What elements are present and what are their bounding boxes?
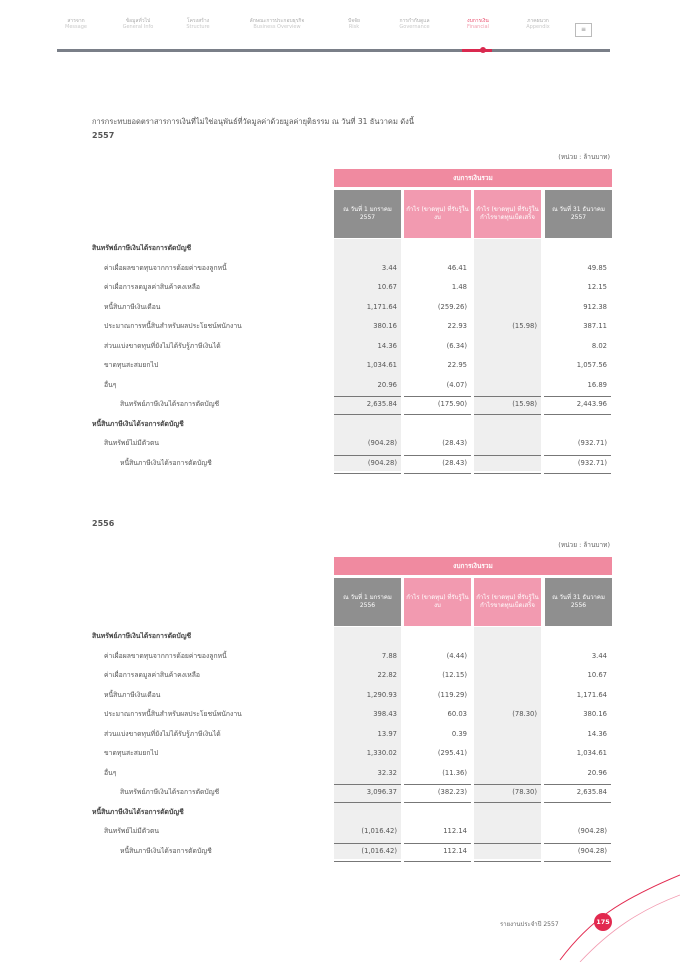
nav-divider [57,49,610,52]
table-row [92,337,612,357]
nav-tab-sublabel: Business Overview [253,24,301,30]
nav-tab-business[interactable] [227,18,327,30]
row-value: 387.11 [583,322,607,330]
row-value: 14.36 [587,729,607,738]
row-value: (904.28) [367,458,397,467]
nav-tab-label: โครงสร้าง [186,18,210,24]
row-value: (78.30) [512,710,537,718]
row-value: (904.28) [577,827,607,835]
row-label: หนี้สินภาษีเงินได้รอการตัดบัญชี [120,458,212,467]
row-value: 380.16 [583,710,607,718]
footer-page-number: 175 [594,913,612,931]
row-label: หนี้สินภาษีเงินเดือน [104,690,161,699]
row-value: 49.85 [587,263,607,272]
row-value: 20.96 [587,768,607,777]
column-header: กำไร (ขาดทุน) ที่รับรู้ในกำไรขาดทุนเบ็ดเสร็จ [474,190,541,238]
row-value: 2,635.84 [576,788,607,796]
nav-tab-label: ภาคผนวก [527,18,549,24]
table-row [92,627,612,647]
row-value: (78.30) [512,788,537,796]
unit-label: (หน่วย : ล้านบาท) [558,153,610,161]
table-row [92,356,612,376]
row-value: (4.07) [446,380,467,389]
row-label: หนี้สินภาษีเงินเดือน [104,302,161,311]
row-label: สินทรัพย์ภาษีเงินได้รอการตัดบัญชี [92,632,192,640]
row-label: สินทรัพย์ภาษีเงินได้รอการตัดบัญชี [120,788,220,796]
row-value: (1,016.42) [361,827,397,835]
row-value: (932.71) [577,458,607,467]
nav-tab-general[interactable] [113,18,163,30]
nav-tab-sublabel: Message [65,24,87,30]
footer-swoosh-decoration [540,860,680,962]
row-label: ส่วนแบ่งขาดทุนที่ยังไม่ได้รับรู้ภาษีเงินได้ [104,729,221,738]
row-value: (15.98) [512,322,537,330]
row-label: สินทรัพย์ไม่มีตัวตน [104,827,160,835]
row-label: ค่าเผื่อผลขาดทุนจากการด้อยค่าของลูกหนี้ [104,263,227,272]
table-row [92,298,612,318]
table-row [92,666,612,686]
table-row [92,239,612,259]
footer-report-title: รายงานประจำปี 2557 [500,921,559,928]
column-header: ณ วันที่ 1 มกราคม 2556 [334,578,401,626]
row-value: (12.15) [442,671,467,679]
row-value: 1,057.56 [576,361,607,369]
row-value: 32.32 [377,768,397,777]
row-label: สินทรัพย์ภาษีเงินได้รอการตัดบัญชี [92,244,192,252]
column-header: กำไร (ขาดทุน) ที่รับรู้ในงบ [404,190,471,238]
row-value: (382.23) [437,788,467,796]
row-value: (11.36) [442,768,467,777]
table-row [92,725,612,745]
nav-tab-sublabel: Appendix [526,24,550,30]
table-row [92,454,612,474]
row-value: 22.93 [447,322,467,330]
table-row [92,764,612,784]
nav-tab-label: งบการเงิน [467,18,489,24]
row-value: (4.44) [446,651,467,660]
nav-tab-label: สารจาก [67,18,85,24]
column-header: ณ วันที่ 31 ธันวาคม 2556 [545,578,612,626]
row-value: 60.03 [447,710,467,718]
row-value: 3.44 [591,651,607,660]
nav-tab-sublabel: General Info [122,24,154,30]
row-value: (904.28) [367,439,397,447]
year-heading-2556: 2556 [92,519,115,528]
row-label: อื่นๆ [104,380,117,389]
nav-tab-financial[interactable] [457,18,499,30]
row-value: 112.14 [443,827,467,835]
column-header: กำไร (ขาดทุน) ที่รับรู้ในงบ [404,578,471,626]
nav-progress-highlight [462,49,492,52]
nav-tab-governance[interactable] [387,18,442,30]
row-value: 22.82 [377,671,397,679]
row-value: 46.41 [447,263,467,272]
row-value: 13.97 [377,729,397,738]
row-label: หนี้สินภาษีเงินได้รอการตัดบัญชี [92,807,184,816]
row-value: (15.98) [512,400,537,408]
row-label: สินทรัพย์ภาษีเงินได้รอการตัดบัญชี [120,400,220,408]
unit-label: (หน่วย : ล้านบาท) [558,541,610,549]
nav-tab-sublabel: Risk [348,24,360,30]
table-row [92,705,612,725]
section-caption: การกระทบยอดตราสารการเงินที่ไม่ใช่อนุพันธ์ที่วัดมูลค่าด้วยมูลค่ายุติธรรม ณ วันที่ 31 ธันวาคม ดังนี้ [92,117,414,126]
table-row [92,259,612,279]
row-value: 2,443.96 [576,400,607,408]
table-2557 [92,169,612,489]
nav-tab-label: ลักษณะการประกอบธุรกิจ [249,18,305,24]
table-row [92,317,612,337]
table-row [92,376,612,396]
row-value: 398.43 [373,710,397,718]
row-value: 10.67 [587,671,607,679]
table-row [92,842,612,862]
row-label: ขาดทุนสะสมยกไป [104,749,159,757]
table-row [92,822,612,842]
row-value: 1,290.93 [366,690,397,699]
nav-tab-sublabel: Structure [186,24,210,30]
nav-progress-dot [480,47,486,53]
row-value: 7.88 [381,651,397,660]
row-label: ขาดทุนสะสมยกไป [104,361,159,369]
nav-tab-sublabel: Financial [467,24,489,30]
row-value: 1,171.64 [576,690,607,699]
column-header: ณ วันที่ 31 ธันวาคม 2557 [545,190,612,238]
row-value: 1,330.02 [366,749,397,757]
row-label: ค่าเผื่อการลดมูลค่าสินค้าคงเหลือ [104,283,200,291]
row-label: หนี้สินภาษีเงินได้รอการตัดบัญชี [120,846,212,855]
row-value: 380.16 [373,322,397,330]
group-header: งบการเงินรวม [334,169,612,187]
table-row [92,278,612,298]
total-rule [474,843,541,862]
row-value: 20.96 [377,380,397,389]
row-value: (932.71) [577,439,607,447]
nav-tab-label: การกำกับดูแล [399,18,430,24]
row-value: (6.34) [446,341,467,350]
table-row [92,803,612,823]
column-header: ณ วันที่ 1 มกราคม 2557 [334,190,401,238]
row-label: ประมาณการหนี้สินสำหรับผลประโยชน์พนักงาน [104,322,242,330]
row-label: ประมาณการหนี้สินสำหรับผลประโยชน์พนักงาน [104,710,242,718]
row-value: 2,635.84 [366,400,397,408]
group-header: งบการเงินรวม [334,557,612,575]
nav-tab-structure[interactable] [177,18,219,30]
nav-tab-label: ข้อมูลทั่วไป [125,18,151,24]
row-value: 912.38 [583,302,607,311]
row-label: หนี้สินภาษีเงินได้รอการตัดบัญชี [92,419,184,428]
row-label: ค่าเผื่อผลขาดทุนจากการด้อยค่าของลูกหนี้ [104,651,227,660]
row-value: (119.29) [437,690,467,699]
total-rule [474,455,541,474]
row-value: 3,096.37 [366,788,397,796]
row-value: 8.02 [591,341,607,350]
nav-tab-sublabel: Governance [399,24,430,30]
row-value: 14.36 [377,341,397,350]
row-value: 10.67 [377,283,397,291]
row-value: 1,171.64 [366,302,397,311]
row-value: 112.14 [443,846,467,855]
row-value: (175.90) [437,400,467,408]
row-value: 16.89 [587,380,607,389]
row-label: อื่นๆ [104,768,117,777]
row-value: (1,016.42) [361,846,397,855]
table-row [92,744,612,764]
row-value: 12.15 [587,283,607,291]
menu-icon[interactable]: ≡ [575,23,592,37]
row-value: (28.43) [442,458,467,467]
row-value: 3.44 [381,263,397,272]
row-label: ค่าเผื่อการลดมูลค่าสินค้าคงเหลือ [104,671,200,679]
row-value: 22.95 [447,361,467,369]
row-value: 1.48 [451,283,467,291]
table-row [92,415,612,435]
row-value: (259.26) [437,302,467,311]
table-row [92,783,612,803]
row-value: (295.41) [437,749,467,757]
row-value: 0.39 [451,729,467,738]
row-value: (28.43) [442,439,467,447]
table-2556 [92,557,612,877]
row-label: สินทรัพย์ไม่มีตัวตน [104,439,160,447]
row-value: 1,034.61 [366,361,397,369]
nav-tab-message[interactable] [55,18,97,30]
nav-tab-risk[interactable] [339,18,369,30]
nav-tab-appendix[interactable] [517,18,559,30]
table-row [92,434,612,454]
top-navigation [55,18,610,40]
nav-tab-label: ปัจจัย [348,18,360,24]
column-header: กำไร (ขาดทุน) ที่รับรู้ในกำไรขาดทุนเบ็ดเสร็จ [474,578,541,626]
table-row [92,686,612,706]
year-heading-2557: 2557 [92,131,115,140]
row-value: 1,034.61 [576,749,607,757]
table-row [92,647,612,667]
row-label: ส่วนแบ่งขาดทุนที่ยังไม่ได้รับรู้ภาษีเงินได้ [104,341,221,350]
row-value: (904.28) [577,846,607,855]
table-row [92,395,612,415]
